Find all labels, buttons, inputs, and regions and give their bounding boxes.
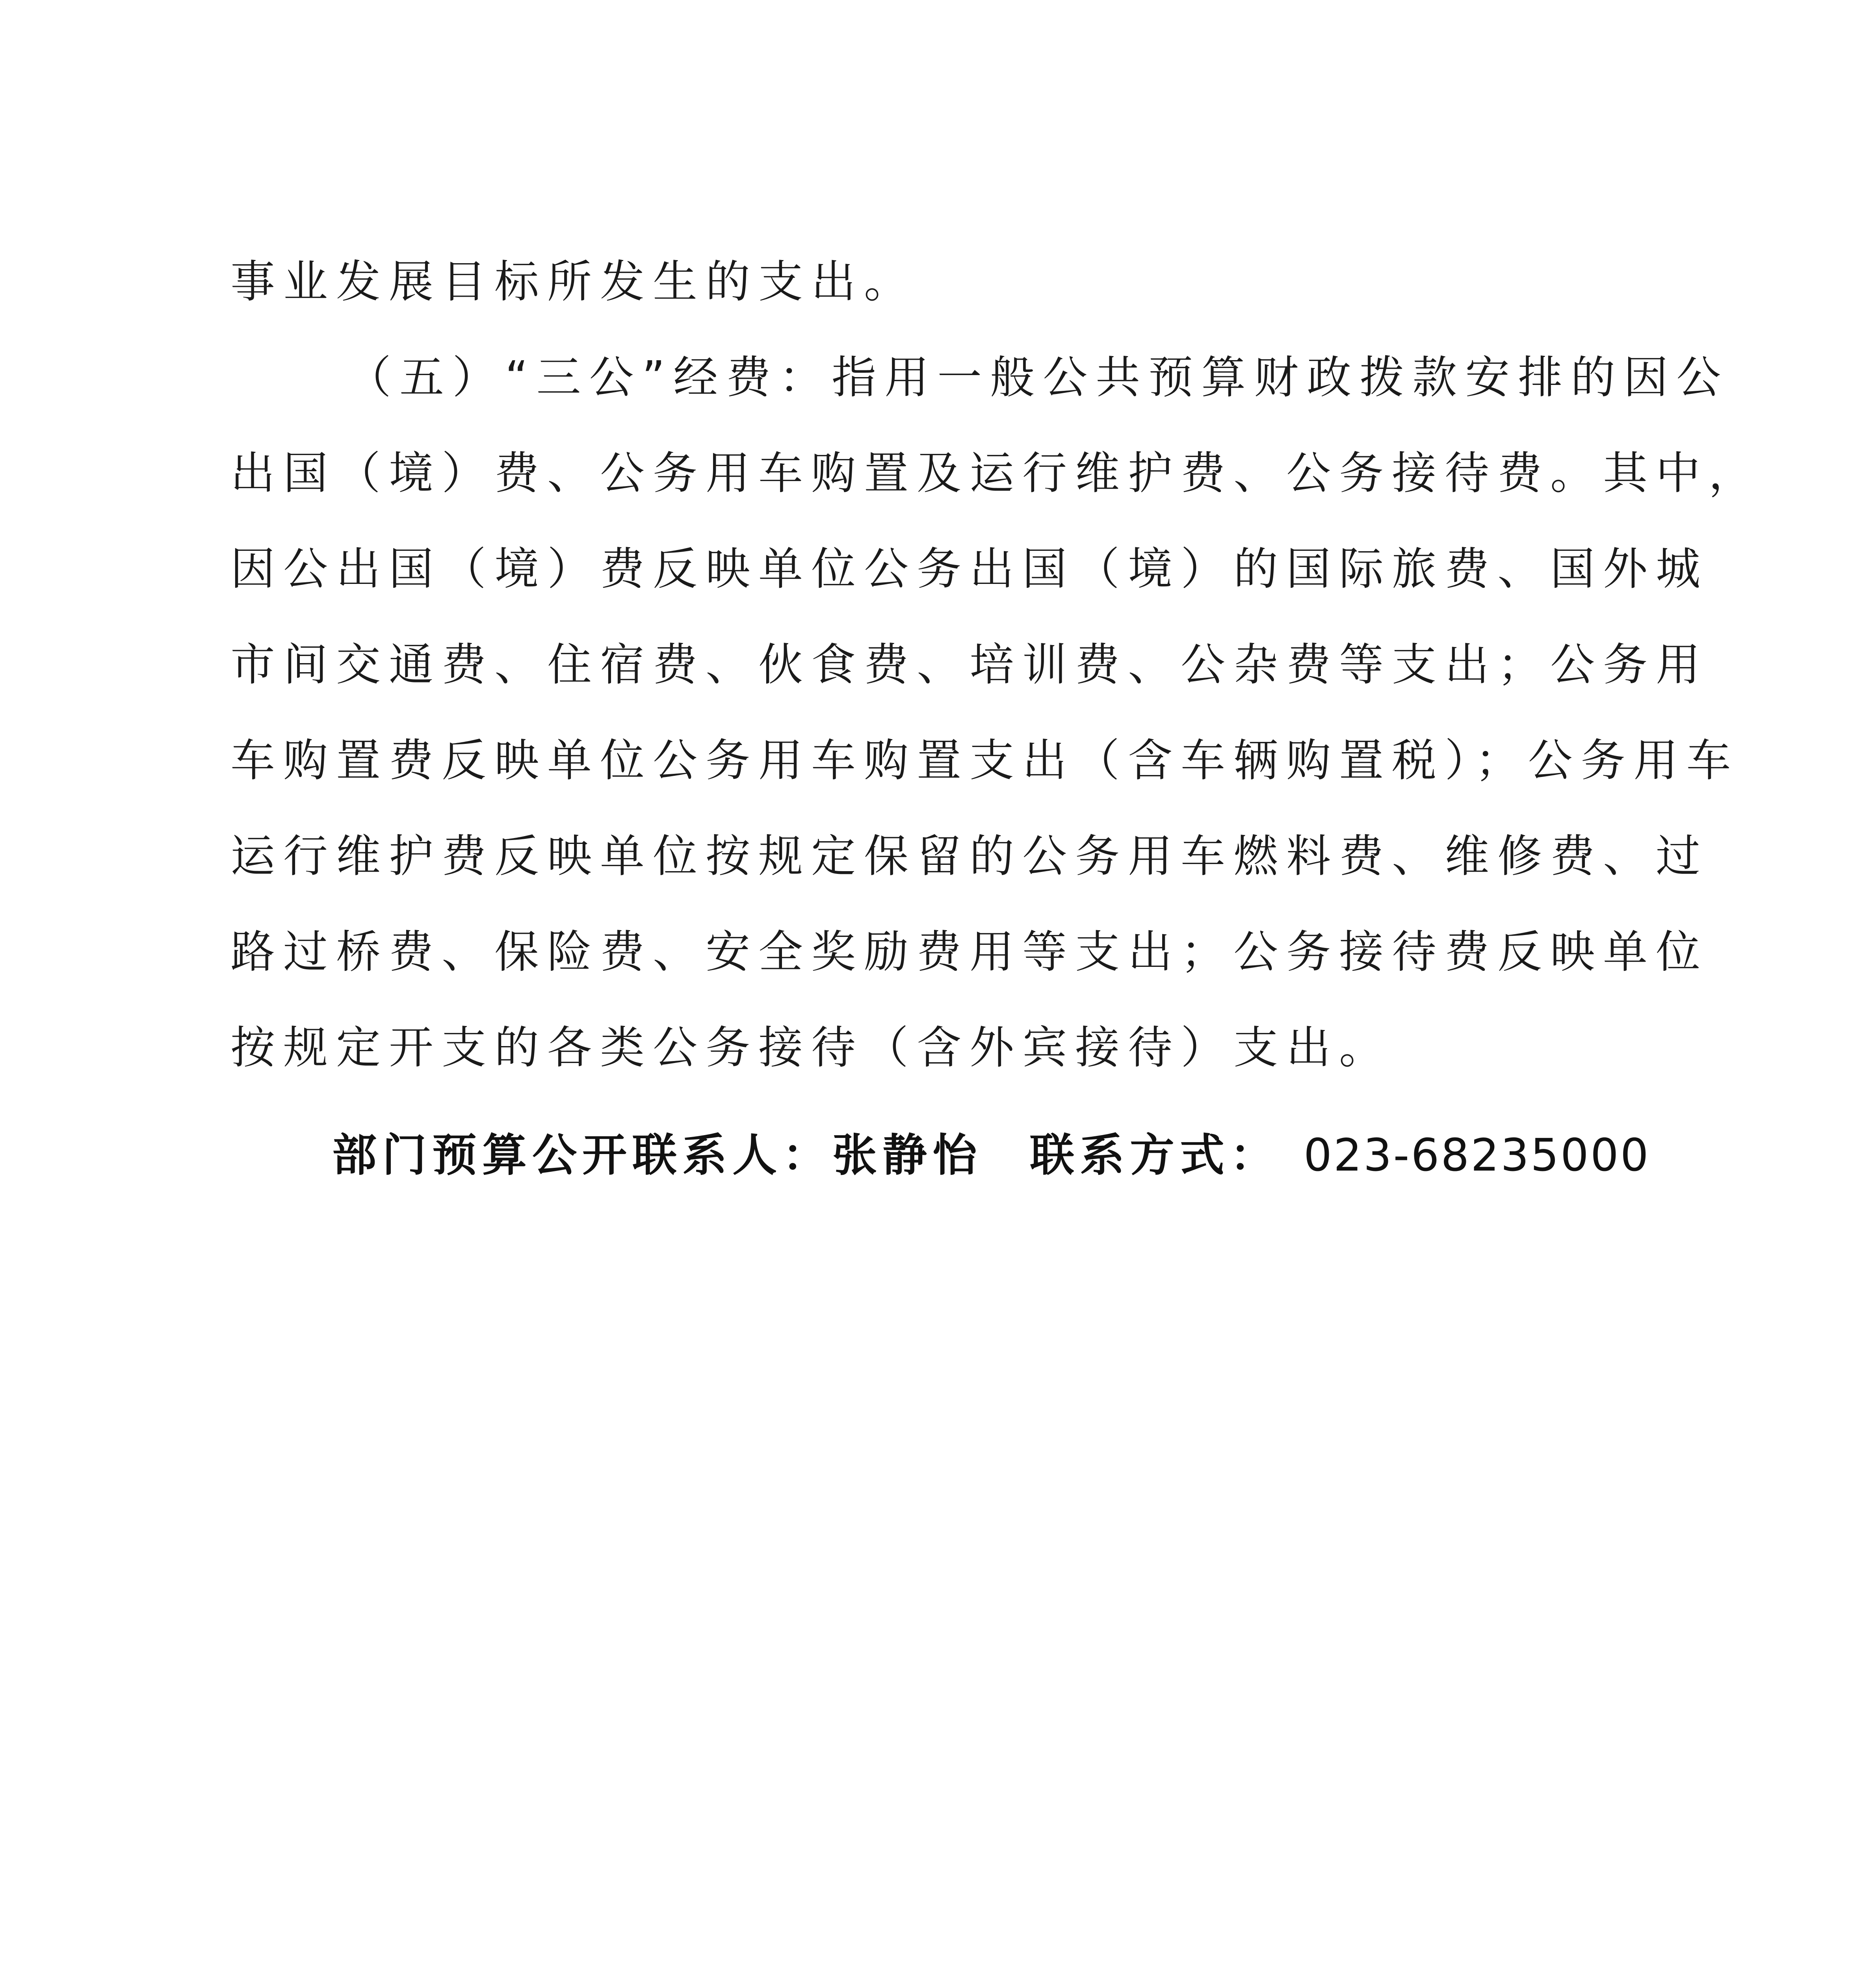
paragraph-line-7: 运行维护费反映单位按规定保留的公务用车燃料费、维修费、过 xyxy=(230,830,1709,882)
contact-person: 部门预算公开联系人：张静怡 xyxy=(332,1129,983,1181)
paragraph-line-4: 因公出国（境）费反映单位公务出国（境）的国际旅费、国外城 xyxy=(230,543,1709,595)
paragraph-line-1: 事业发展目标所发生的支出。 xyxy=(230,256,917,308)
paragraph-line-6: 车购置费反映单位公务用车购置支出（含车辆购置税）；公务用车 xyxy=(230,734,1739,786)
contact-line xyxy=(332,1124,1650,1187)
paragraph-line-2: （五）“三公”经费：指用一般公共预算财政拨款安排的因公 xyxy=(347,351,1729,403)
contact-method-label: 联系方式： xyxy=(1030,1129,1280,1181)
paragraph-line-9: 按规定开支的各类公务接待（含外宾接待）支出。 xyxy=(230,1022,1392,1074)
paragraph-line-3: 出国（境）费、公务用车购置及运行维护费、公务接待费。其中， xyxy=(230,447,1761,499)
paragraph-line-8: 路过桥费、保险费、安全奖励费用等支出；公务接待费反映单位 xyxy=(230,926,1709,978)
contact-phone: 023-68235000 xyxy=(1304,1129,1650,1181)
paragraph-line-5: 市间交通费、住宿费、伙食费、培训费、公杂费等支出；公务用 xyxy=(230,639,1709,691)
